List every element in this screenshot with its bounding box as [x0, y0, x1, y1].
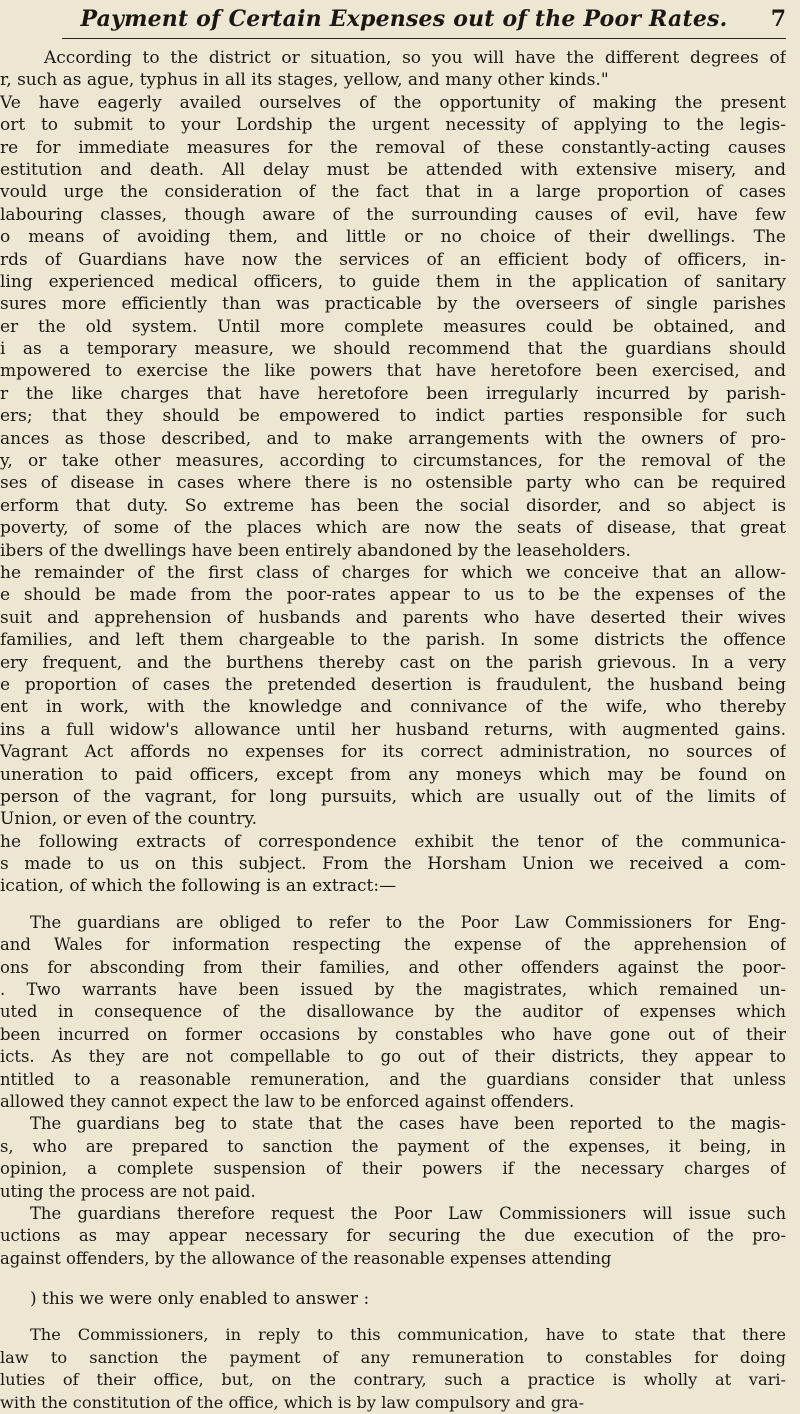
paragraph [0, 562, 786, 831]
quote-paragraph [0, 1113, 786, 1203]
text-line: uneration to paid officers, except from any moneys which may be found on [0, 764, 786, 785]
text-line: labouring classes, though aware of the surrounding causes of evil, have few [0, 204, 786, 225]
text-line: Union, or even of the country. [0, 809, 258, 830]
text-line: ins a full widow's allowance until her husband returns, with augmented gains. [0, 719, 786, 740]
text-line: families, and left them chargeable to the parish. In some districts the offence [0, 630, 786, 651]
text-line: he remainder of the first class of charges for which we conceive that an allow- [0, 562, 786, 583]
text-line: According to the district or situation, so you will have the different degrees of [44, 48, 786, 68]
body-text [0, 47, 786, 1414]
text-line: ntitled to a reasonable remuneration, and the guardians consider that unless [0, 1069, 786, 1089]
text-line: o means of avoiding them, and little or no choice of their dwellings. The [0, 227, 786, 248]
commissioners-answer [0, 1324, 786, 1414]
text-line: y, or take other measures, according to circumstances, for the removal of the [0, 451, 786, 472]
text-line: The guardians therefore request the Poor Law Commissioners will issue such [30, 1203, 786, 1223]
text-line: mpowered to exercise the like powers that have heretofore been exercised, and [0, 361, 786, 382]
text-line: ent in work, with the knowledge and connivance of the wife, who thereby [0, 697, 786, 718]
text-line: s, who are prepared to sanction the payment of the expenses, it being, in [0, 1136, 786, 1156]
text-line: ses of disease in cases where there is no ostensible party who can be required [0, 473, 786, 494]
text-line: r, such as ague, typhus in all its stages, yellow, and many other kinds." [0, 70, 609, 91]
text-line: re for immediate measures for the removal of these constantly-acting causes [0, 137, 786, 158]
answer-intro: ) this we were only enabled to answer : [30, 1289, 370, 1310]
page-number: 7 [770, 6, 786, 32]
main-paragraphs [0, 47, 786, 898]
text-line: against offenders, by the allowance of the reasonable expenses attending [0, 1248, 612, 1268]
text-line: and Wales for information respecting the expense of the apprehension of [0, 935, 786, 955]
text-line: uctions as may appear necessary for securing the due execution of the pro- [0, 1226, 786, 1246]
text-line: ery frequent, and the burthens thereby cast on the parish grievous. In a very [0, 652, 786, 673]
text-line: person of the vagrant, for long pursuits, which are usually out of the limits of [0, 786, 786, 807]
text-line: he following extracts of correspondence exhibit the tenor of the communica- [0, 831, 786, 852]
quote-paragraph [0, 912, 786, 1114]
text-line: vould urge the consideration of the fact that in a large proportion of cases [0, 182, 786, 203]
quoted-letter [0, 912, 786, 1270]
text-line: Ve have eagerly availed ourselves of the opportunity of making the present [0, 92, 786, 113]
text-line: sures more efficiently than was practicable by the overseers of single parishes [0, 294, 786, 315]
text-line: ibers of the dwellings have been entirely abandoned by the leaseholders. [0, 540, 631, 561]
text-line: The Commissioners, in reply to this communication, have to state that there [30, 1325, 786, 1345]
text-line: er the old system. Until more complete measures could be obtained, and [0, 316, 786, 337]
text-line: suit and apprehension of husbands and parents who have deserted their wives [0, 607, 786, 628]
text-line: uting the process are not paid. [0, 1181, 256, 1201]
text-line: i as a temporary measure, we should recommend that the guardians should [0, 339, 786, 360]
text-line: luties of their office, but, on the contrary, such a practice is wholly at vari- [0, 1370, 786, 1390]
text-line: e proportion of cases the pretended desertion is fraudulent, the husband being [0, 674, 786, 695]
running-title: Payment of Certain Expenses out of the Poor Rates. [80, 6, 728, 32]
section-gap [0, 898, 786, 912]
quote-paragraph [0, 1203, 786, 1270]
text-line: poverty, of some of the places which are now the seats of disease, that great [0, 518, 786, 539]
text-line: erform that duty. So extreme has been the social disorder, and so abject is [0, 495, 786, 516]
text-line: been incurred on former occasions by constables who have gone out of their [0, 1024, 786, 1044]
text-line: icts. As they are not compellable to go out of their districts, they appear to [0, 1047, 786, 1067]
text-line: The guardians beg to state that the cases have been reported to the magis- [30, 1114, 786, 1134]
text-line: ication, of which the following is an extract:— [0, 876, 397, 897]
text-line: Vagrant Act affords no expenses for its correct administration, no sources of [0, 742, 786, 763]
text-line: ling experienced medical officers, to guide them in the application of sanitary [0, 271, 786, 292]
page-header [62, 6, 786, 39]
section-gap [0, 1270, 786, 1288]
section-gap [0, 1310, 786, 1324]
text-line: uted in consequence of the disallowance by the auditor of expenses which [0, 1002, 786, 1022]
text-line: rds of Guardians have now the services of an efficient body of officers, in- [0, 249, 786, 270]
text-line: opinion, a complete suspension of their powers if the necessary charges of [0, 1159, 786, 1179]
text-line: ances as those described, and to make arrangements with the owners of pro- [0, 428, 786, 449]
paragraph [0, 47, 786, 92]
text-line: ers; that they should be empowered to indict parties responsible for such [0, 406, 786, 427]
text-line: ort to submit to your Lordship the urgent necessity of applying to the legis- [0, 115, 786, 136]
text-line: ons for absconding from their families, and other offenders against the poor- [0, 957, 786, 977]
text-line: allowed they cannot expect the law to be enforced against offenders. [0, 1091, 575, 1111]
text-line: with the constitution of the office, which is by law compulsory and gra- [0, 1392, 585, 1412]
text-line: e should be made from the poor-rates appear to us to be the expenses of the [0, 585, 786, 606]
text-line: estitution and death. All delay must be attended with extensive misery, and [0, 159, 786, 180]
answer-paragraph [0, 1324, 786, 1414]
text-line: law to sanction the payment of any remuneration to constables for doing [0, 1347, 786, 1367]
text-line: . Two warrants have been issued by the magistrates, which remained un- [0, 980, 786, 1000]
text-line: The guardians are obliged to refer to the Poor Law Commissioners for Eng- [30, 912, 786, 932]
text-line: r the like charges that have heretofore been irregularly incurred by parish- [0, 383, 786, 404]
paragraph [0, 92, 786, 562]
text-line: s made to us on this subject. From the Horsham Union we received a com- [0, 854, 786, 875]
paragraph [0, 831, 786, 898]
